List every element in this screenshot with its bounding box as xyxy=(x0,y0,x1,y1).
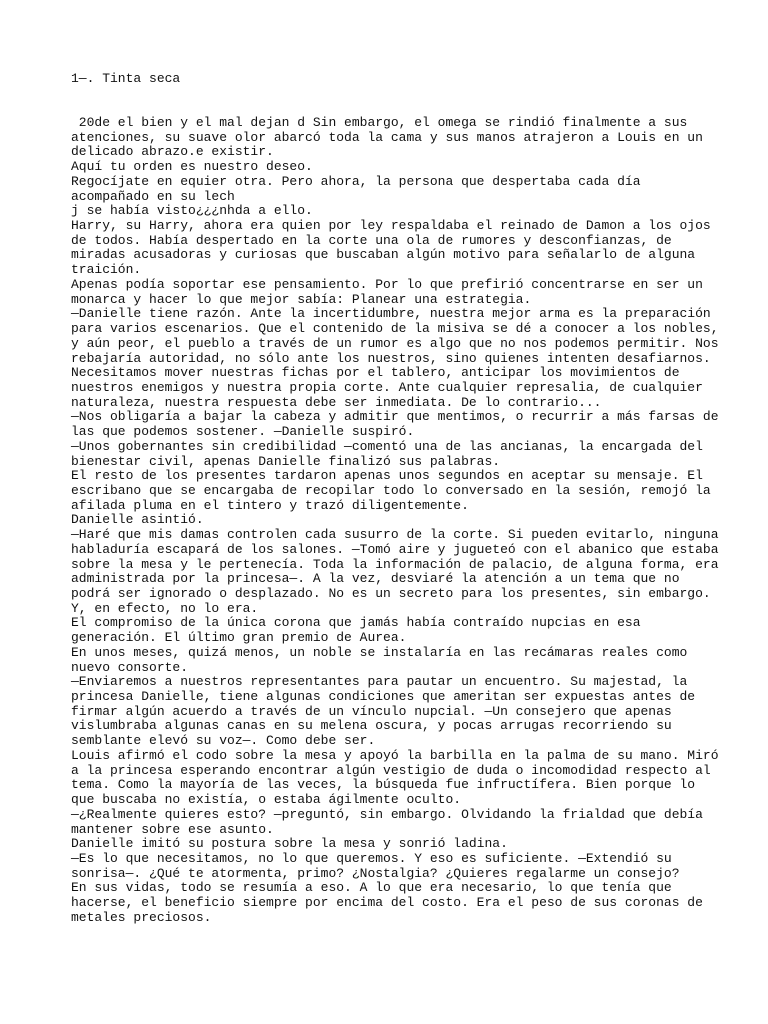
text-line: naturaleza, nuestra respuesta debe ser inmediata. De lo contrario... xyxy=(71,394,602,410)
text-line: afilada pluma en el tintero y trazó diligentemente. xyxy=(71,497,469,513)
text-line: atenciones, su suave olor abarcó toda la cama y sus manos atrajeron a Louis en un xyxy=(71,129,703,145)
text-line: nuestros enemigos y nuestra propia corte. Ante cualquier represalia, de cualquier xyxy=(71,379,703,395)
text-line: Danielle asintió. xyxy=(71,512,204,528)
text-line: escribano que se encargaba de recopilar todo lo conversado en la sesión, remojó la xyxy=(71,482,711,498)
text-line: generación. El último gran premio de Aurea. xyxy=(71,630,407,646)
text-line: —Danielle tiene razón. Ante la incertidumbre, nuestra mejor arma es la preparación xyxy=(71,306,711,322)
text-line: administrada por la princesa—. A la vez, desviaré la atención a un tema que no xyxy=(71,571,680,587)
text-line: —Unos gobernantes sin credibilidad —comentó una de las ancianas, la encargada del xyxy=(71,438,703,454)
text-line: El resto de los presentes tardaron apenas unos segundos en aceptar su mensaje. El xyxy=(71,468,703,484)
text-line: Aquí tu orden es nuestro deseo. xyxy=(71,159,313,175)
text-line: Harry, su Harry, ahora era quien por ley respaldaba el reinado de Damon a los ojos xyxy=(71,218,711,234)
text-line: Danielle imitó su postura sobre la mesa y sonrió ladina. xyxy=(71,836,508,852)
text-line: —Haré que mis damas controlen cada susurro de la corte. Si pueden evitarlo, ninguna xyxy=(71,527,719,543)
text-line: hacerse, el beneficio siempre por encima del costo. Era el peso de sus coronas de xyxy=(71,895,703,911)
text-line: acompañado en su lech xyxy=(71,188,235,204)
text-line: podrá ser ignorado o desplazado. No es un secreto para los presentes, sin embargo. xyxy=(71,586,711,601)
text-line: Y, en efecto, no lo era. xyxy=(71,600,259,616)
text-line: nuevo consorte. xyxy=(71,659,189,675)
text-line: —Nos obligaría a bajar la cabeza y admitir que mentimos, o recurrir a más farsas de xyxy=(71,409,719,425)
text-line: —Es lo que necesitamos, no lo que queremos. Y eso es suficiente. —Extendió su xyxy=(71,850,672,866)
text-line: y aún peor, el pueblo a través de un rumor es algo que no nos podemos permitir. Nos xyxy=(71,335,719,351)
text-line: habladuría escapará de los salones. —Tomó aire y jugueteó con el abanico que estaba xyxy=(71,541,719,557)
text-line: Apenas podía soportar ese pensamiento. Por lo que prefirió concentrarse en ser un xyxy=(71,276,703,292)
text-line: de todos. Había despertado en la corte una ola de rumores y desconfianzas, de xyxy=(71,232,672,248)
text-line: 20de el bien y el mal dejan d Sin embargo, el omega se rindió finalmente a sus xyxy=(71,115,688,130)
text-line: miradas acusadoras y curiosas que buscaban algún motivo para señalarlo de alguna xyxy=(71,247,696,263)
text-line: En sus vidas, todo se resumía a eso. A lo que era necesario, lo que tenía que xyxy=(71,880,672,896)
text-line: firmar algún acuerdo a través de un vínculo nupcial. —Un consejero que apenas xyxy=(71,703,672,719)
text-line: semblante elevó su voz—. Como debe ser. xyxy=(71,733,376,749)
chapter-title: 1—. Tinta seca xyxy=(71,71,181,86)
text-line: tema. Como la mayoría de las veces, la búsqueda fue infructífera. Bien porque lo xyxy=(71,777,696,793)
text-line: Necesitamos mover nuestras fichas por el tablero, anticipar los movimientos de xyxy=(71,365,680,381)
text-line: El compromiso de la única corona que jamás había contraído nupcias en esa xyxy=(71,615,641,631)
text-line: que buscaba no existía, o estaba ágilmente oculto. xyxy=(71,792,462,808)
text-line: traición. xyxy=(71,262,142,278)
text-line: princesa Danielle, tiene algunas condiciones que ameritan ser expuestas antes de xyxy=(71,689,696,705)
text-line: j se había visto¿¿¿nhda a ello. xyxy=(71,203,313,219)
text-line: sonrisa—. ¿Qué te atormenta, primo? ¿Nostalgia? ¿Quieres regalarme un consejo? xyxy=(71,865,680,881)
text-line: monarca y hacer lo que mejor sabía: Planear una estrategia. xyxy=(71,291,532,307)
text-line: las que podemos sostener. —Danielle suspiró. xyxy=(71,424,415,440)
text-line: mantener sobre ese asunto. xyxy=(71,821,274,837)
text-line: bienestar civil, apenas Danielle finalizó sus palabras. xyxy=(71,453,501,469)
text-line: para varios escenarios. Que el contenido de la misiva se dé a conocer a los nobles, xyxy=(71,321,719,337)
text-line: Regocíjate en equier otra. Pero ahora, la persona que despertaba cada día xyxy=(71,173,641,189)
text-line: sobre la mesa y le pertenecía. Toda la información de palacio, de alguna forma, era xyxy=(71,556,719,572)
text-line: delicado abrazo.e existir. xyxy=(71,144,274,160)
text-line: metales preciosos. xyxy=(71,909,212,925)
document-body xyxy=(71,115,719,926)
text-line: En unos meses, quizá menos, un noble se instalaría en las recámaras reales como xyxy=(71,644,688,660)
text-line: —Enviaremos a nuestros representantes para pautar un encuentro. Su majestad, la xyxy=(71,674,688,690)
text-line: vislumbraba algunas canas en su melena oscura, y pocas arrugas recorriendo su xyxy=(71,718,672,734)
text-line: Louis afirmó el codo sobre la mesa y apoyó la barbilla en la palma de su mano. Miró xyxy=(71,747,719,763)
text-line: a la princesa esperando encontrar algún vestigio de duda o incomodidad respecto al xyxy=(71,762,711,778)
text-line: —¿Realmente quieres esto? —preguntó, sin embargo. Olvidando la frialdad que debía xyxy=(71,806,703,822)
text-line: rebajaría autoridad, no sólo ante los nuestros, sino quienes intenten desafiarnos. xyxy=(71,350,711,366)
